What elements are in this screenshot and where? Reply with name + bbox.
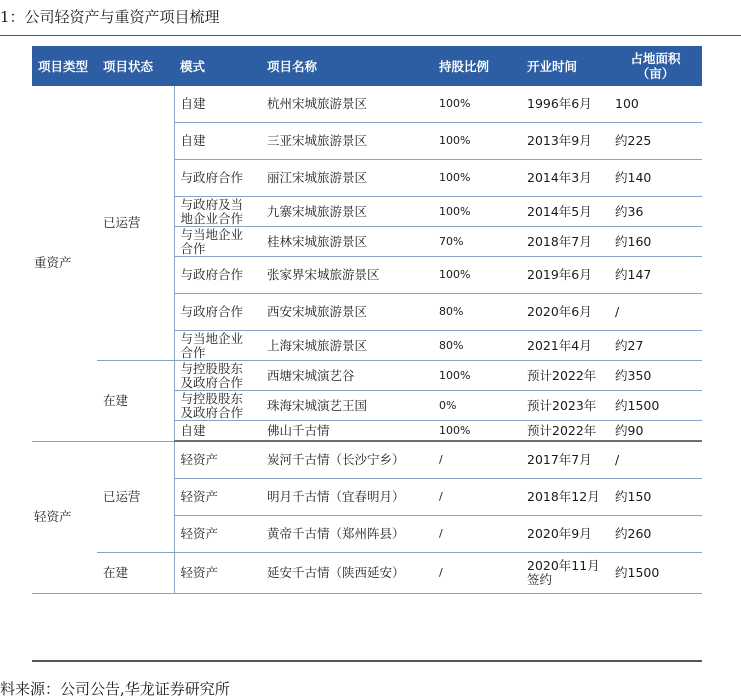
cell-mode: 自建 [174, 86, 261, 123]
cell-name: 西安宋城旅游景区 [261, 294, 433, 331]
cell-share: / [433, 516, 521, 553]
header-area [609, 46, 702, 86]
cell-name: 珠海宋城演艺王国 [261, 391, 433, 421]
cell-mode: 与当地企业合作 [174, 227, 261, 257]
cell-share: / [433, 479, 521, 516]
cell-share: / [433, 441, 521, 479]
cell-name: 黄帝千古情（郑州阵县） [261, 516, 433, 553]
cell-mode: 与当地企业合作 [174, 331, 261, 361]
cell-share: 100% [433, 160, 521, 197]
cell-mode: 与控股股东及政府合作 [174, 391, 261, 421]
cell-area: 约1500 [609, 391, 702, 421]
table-row [32, 553, 702, 594]
source-note: 料来源：公司公告,华龙证券研究所 [0, 680, 230, 698]
cell-open: 2018年12月 [521, 479, 609, 516]
cell-open: 预计2022年 [521, 421, 609, 442]
cell-open: 2017年7月 [521, 441, 609, 479]
cell-open: 2019年6月 [521, 257, 609, 294]
cell-area: / [609, 441, 702, 479]
cell-name: 九寨宋城旅游景区 [261, 197, 433, 227]
cell-name: 佛山千古情 [261, 421, 433, 442]
cell-area: 约147 [609, 257, 702, 294]
cell-name: 桂林宋城旅游景区 [261, 227, 433, 257]
group-light: 轻资产 [32, 441, 97, 594]
header-area-line2: （亩） [636, 66, 675, 81]
cell-open: 2021年4月 [521, 331, 609, 361]
projects-table [32, 46, 702, 594]
header-share: 持股比例 [433, 46, 521, 86]
table-row [32, 86, 702, 123]
cell-area: 约1500 [609, 553, 702, 594]
cell-name: 明月千古情（宜春明月） [261, 479, 433, 516]
cell-area: 约160 [609, 227, 702, 257]
cell-mode: 轻资产 [174, 516, 261, 553]
cell-area: 约260 [609, 516, 702, 553]
cell-share: 80% [433, 294, 521, 331]
cell-open: 预计2023年 [521, 391, 609, 421]
cell-area: 约90 [609, 421, 702, 442]
cell-share: 100% [433, 86, 521, 123]
cell-name: 西塘宋城演艺谷 [261, 361, 433, 391]
cell-name: 张家界宋城旅游景区 [261, 257, 433, 294]
cell-mode: 与政府及当地企业合作 [174, 197, 261, 227]
cell-share: 100% [433, 257, 521, 294]
cell-mode: 轻资产 [174, 553, 261, 594]
cell-mode: 自建 [174, 421, 261, 442]
cell-mode: 轻资产 [174, 479, 261, 516]
cell-open: 2020年6月 [521, 294, 609, 331]
cell-share: 80% [433, 331, 521, 361]
cell-area: 100 [609, 86, 702, 123]
cell-name: 三亚宋城旅游景区 [261, 123, 433, 160]
status-light-building: 在建 [97, 553, 174, 594]
cell-name: 杭州宋城旅游景区 [261, 86, 433, 123]
cell-open: 2018年7月 [521, 227, 609, 257]
table-row [32, 441, 702, 479]
cell-mode: 与控股股东及政府合作 [174, 361, 261, 391]
header-status: 项目状态 [97, 46, 174, 86]
cell-open: 2020年9月 [521, 516, 609, 553]
status-heavy-operating: 已运营 [97, 86, 174, 361]
cell-open: 1996年6月 [521, 86, 609, 123]
top-divider [0, 35, 741, 36]
table-header-row [32, 46, 702, 86]
cell-area: 约150 [609, 479, 702, 516]
cell-open: 2013年9月 [521, 123, 609, 160]
cell-open: 2014年5月 [521, 197, 609, 227]
cell-mode: 自建 [174, 123, 261, 160]
header-area-line1: 占地面积 [630, 51, 681, 66]
table-row [32, 361, 702, 391]
header-open: 开业时间 [521, 46, 609, 86]
cell-area: 约36 [609, 197, 702, 227]
table-caption: 1：公司轻资产与重资产项目梳理 [0, 8, 220, 26]
cell-area: 约350 [609, 361, 702, 391]
cell-share: 70% [433, 227, 521, 257]
header-type: 项目类型 [32, 46, 97, 86]
cell-mode: 轻资产 [174, 441, 261, 479]
cell-mode: 与政府合作 [174, 160, 261, 197]
cell-open: 2014年3月 [521, 160, 609, 197]
header-mode: 模式 [174, 46, 261, 86]
cell-share: 100% [433, 123, 521, 160]
cell-area: 约27 [609, 331, 702, 361]
header-name: 项目名称 [261, 46, 433, 86]
cell-area: 约225 [609, 123, 702, 160]
cell-name: 延安千古情（陕西延安） [261, 553, 433, 594]
cell-name: 炭河千古情（长沙宁乡） [261, 441, 433, 479]
status-heavy-building: 在建 [97, 361, 174, 442]
cell-mode: 与政府合作 [174, 257, 261, 294]
cell-share: 100% [433, 421, 521, 442]
cell-share: 100% [433, 197, 521, 227]
cell-name: 丽江宋城旅游景区 [261, 160, 433, 197]
cell-open: 2020年11月签约 [521, 553, 609, 594]
cell-open: 预计2022年 [521, 361, 609, 391]
cell-share: / [433, 553, 521, 594]
cell-area: / [609, 294, 702, 331]
cell-share: 0% [433, 391, 521, 421]
cell-area: 约140 [609, 160, 702, 197]
bottom-divider [32, 660, 702, 662]
cell-share: 100% [433, 361, 521, 391]
cell-name: 上海宋城旅游景区 [261, 331, 433, 361]
status-light-operating: 已运营 [97, 441, 174, 553]
group-heavy: 重资产 [32, 86, 97, 441]
cell-mode: 与政府合作 [174, 294, 261, 331]
